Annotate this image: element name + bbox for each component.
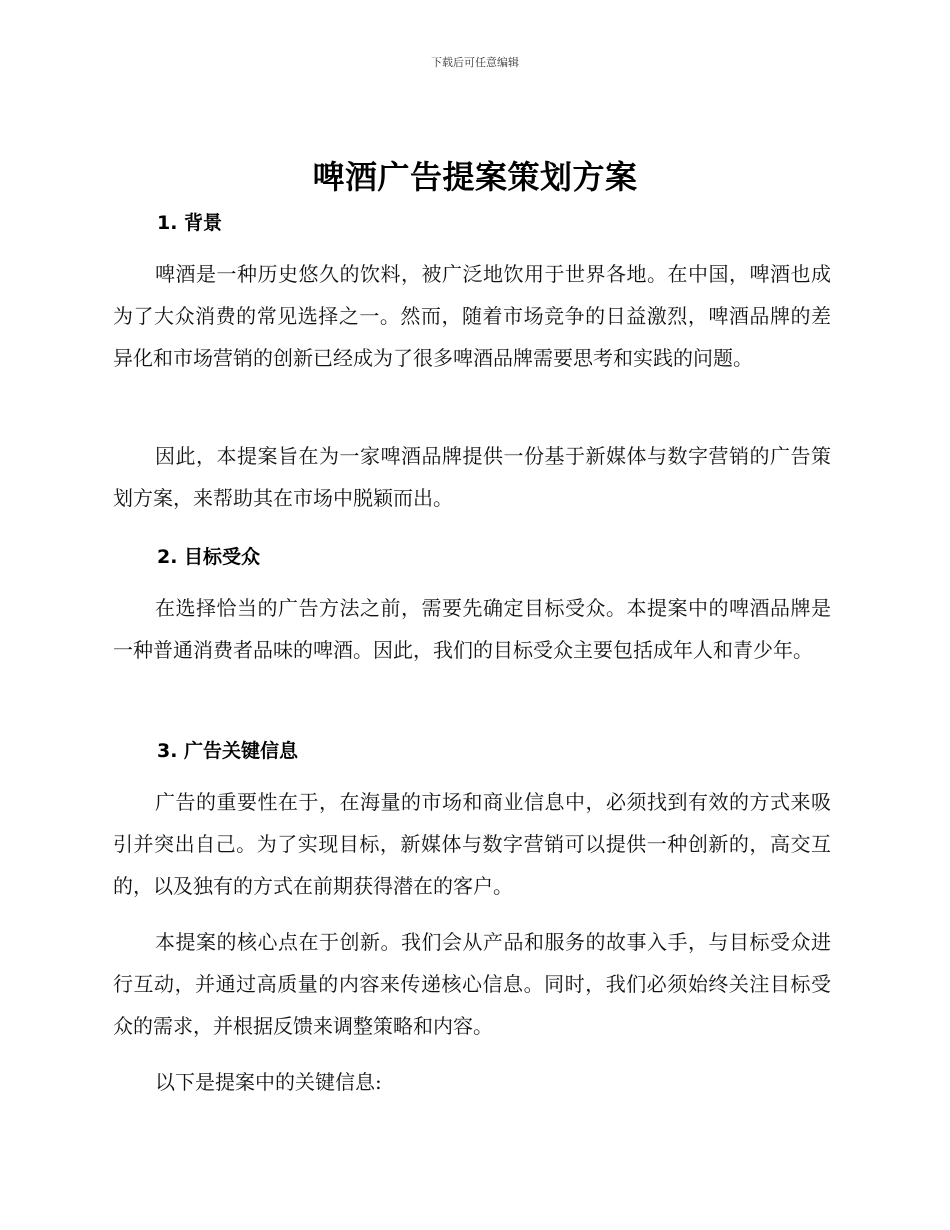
- section-heading-key-messages: 3. 广告关键信息: [157, 740, 299, 762]
- header-note: 下载后可任意编辑: [431, 56, 519, 69]
- paragraph-key-messages-3: 以下是提案中的关键信息:: [155, 1070, 382, 1094]
- paragraph-key-messages-2: 本提案的核心点在于创新。我们会从产品和服务的故事入手，与目标受众进行互动，并通过高质量的内容来传递核心信息。同时，我们必须始终关注目标受众的需求，并根据反馈来调整策略和内容。: [113, 930, 831, 1038]
- paragraph-background-1: 啤酒是一种历史悠久的饮料，被广泛地饮用于世界各地。在中国，啤酒也成为了大众消费的常见选择之一。然而，随着市场竞争的日益激烈，啤酒品牌的差异化和市场营销的创新已经成为了很多啤酒品牌需要思考和实践的问题。: [113, 262, 831, 370]
- paragraph-background-2: 因此，本提案旨在为一家啤酒品牌提供一份基于新媒体与数字营销的广告策划方案，来帮助其在市场中脱颖而出。: [113, 444, 831, 510]
- paragraph-key-messages-1: 广告的重要性在于，在海量的市场和商业信息中，必须找到有效的方式来吸引并突出自己。为了实现目标，新媒体与数字营销可以提供一种创新的，高交互的，以及独有的方式在前期获得潜在的客户。: [113, 790, 831, 898]
- paragraph-target-audience: 在选择恰当的广告方法之前，需要先确定目标受众。本提案中的啤酒品牌是一种普通消费者品味的啤酒。因此，我们的目标受众主要包括成年人和青少年。: [113, 596, 831, 662]
- document-title: 啤酒广告提案策划方案: [312, 158, 638, 196]
- section-heading-target-audience: 2. 目标受众: [157, 546, 261, 568]
- section-heading-background: 1. 背景: [157, 212, 223, 234]
